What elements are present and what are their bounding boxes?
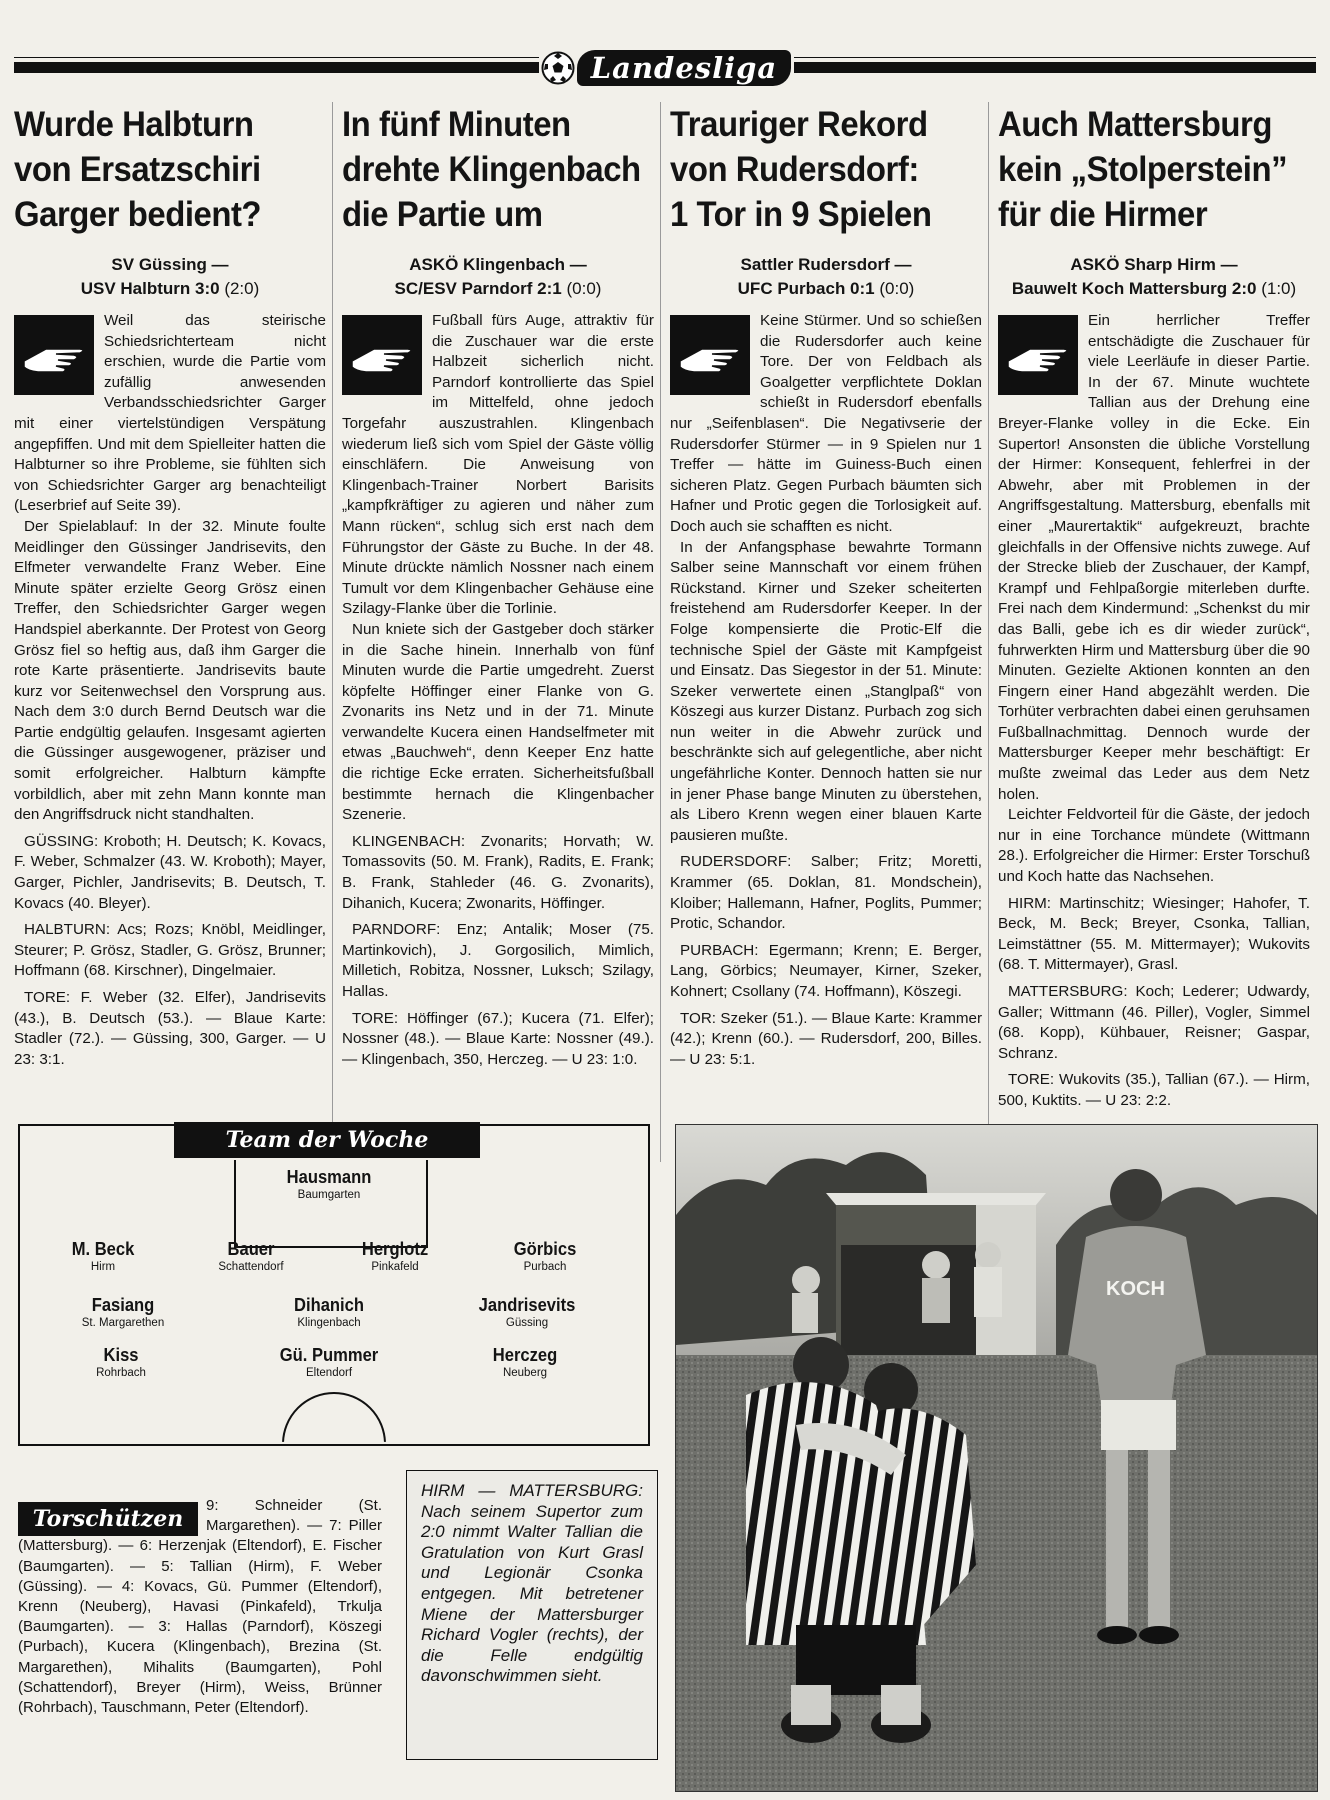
section-label: Landesliga	[577, 50, 791, 86]
team-of-week	[18, 1124, 650, 1446]
paragraph: Fußball fürs Auge, attraktiv für die Zuschauer war die erste Halbzeit sicherlich nicht. Parndorf kontrollierte das Spiel im Mittelfeld, ohne jedoch Torgefahr auszustrahlen. Klingenbach wiederum ließ sich vom Spiel der Gäste völlig einschläfern. Die Anweisung von Klingenbach-Trainer Norbert Barisits „kampfkräftiger zu agieren und näher zum Mann rücken“, schlug sich erst nach dem Führungstor der Gäste zu Buche. In der 48. Minute drückte nämlich Nossner nach einem Tumult vor dem Klingenbacher Gehäuse eine Szilagy-Flanke über die Torlinie.	[342, 312, 654, 618]
top-scorers	[18, 1496, 382, 1718]
shirt-text: KOCH	[1106, 1278, 1165, 1300]
player-slot: M. Beck Hirm	[71, 1239, 135, 1273]
pointing-hand-icon	[670, 315, 750, 395]
paragraph: In der Anfangsphase bewahrte Tormann Salber seine Mannschaft vor einem frühen Rückstand. Kirner und Szeker scheiterten freistehend am Rudersdorfer Keeper. In der Folge kompensierte die Protic-Elf die technische Spiel der Gäste mit Kampfgeist und Einsatz. Das Siegestor in der 51. Minute: Szeker verwertete einen „Stanglpaß“ von Köszegi aus kurzer Distanz. Purbach zog sich nun weiter in die Abwehr zurück und beschränkte sich auf gelegentliche, aber nicht ungefährliche Konter. Dennoch hatten sie nur in jener Phase bange Minuten zu überstehen, als Libero Krenn wegen einer blauen Karte pausieren mußte.	[670, 538, 982, 844]
article-body	[342, 311, 654, 1070]
article-4	[998, 102, 1310, 1112]
paragraph: Ein herrlicher Treffer entschädigte die Zuschauer für viele Leerläufe in dieser Partie. In der 67. Minute wuchtete Tallian aus der Drehung eine Breyer-Flanke volley in die Ecke. Ein Supertor! Ansonsten die übliche Vorstellung der Hirmer: Konsequent, fehlerfrei in der Abwehr, aber mit Problemen in der Angriffsgestaltung. Mattersburg, ebenfalls mit einer „Maurertaktik“ aufgekreuzt, brachte gleichfalls in der Offensive nichts zuwege. Auf der Strecke blieb der Zuschauer, der Kampf, Krampf und Fehlpaßorgie miterleben durfte. Frei nach dem Kindermund: „Schenkst du mir das Balli, gebe ich es dir wieder zurück“, fuhrwerkten Hirm und Mattersburg über die 90 Minuten. Gezielte Aktionen konnten an den Fingern einer Hand abgezählt werden. Die Torhüter verbrachten dabei einen geruhsamen Fußballnachmittag. Dennoch wurde der Mattersburger Keeper mehr beschäftigt: Er mußte zweimal das Leder aus dem Netz holen.	[998, 312, 1310, 803]
article-1	[14, 102, 326, 1070]
match-result: ASKÖ Sharp Hirm — Bauwelt Koch Mattersburg 2:0 (1:0)	[1011, 255, 1297, 298]
player-slot: Görbics Purbach	[513, 1239, 577, 1273]
player-slot: Fasiang St. Margarethen	[81, 1295, 165, 1329]
lineup-text: TOR: Szeker (51.). — Blaue Karte: Krammer (42.); Krenn (60.). — Rudersdorf, 200, Billes. — U 23: 5:1.	[670, 1009, 982, 1068]
top-scorers-list: 9: Schneider (St. Margarethen). — 7: Piller (Mattersburg). — 6: Herzenjak (Eltendorf), E. Fischer (Baumgarten). — 5: Tallian (Hirm), F. Weber (Güssing). — 4: Kovacs, Gü. Pummer (Eltendorf), Krenn (Neuberg), Havasi (Pinkafeld), Trkulja (Baumgarten). — 3: Hallas (Parndorf), Köszegi (Purbach), Kucera (Klingenbach), Brezina (St. Margarethen), Mihalits (Baumgarten), Pohl (Schattendorf), Breyer (Hirm), Weiss, Brünner (Rohrbach), Tauschmann, Peter (Eltendorf).	[18, 1497, 382, 1717]
lineup-text: HALBTURN: Acs; Rozs; Knöbl, Meidlinger, Steurer; P. Grösz, Stadler, G. Grösz, Brunner; Hoffmann (68. Kirschner), Dingelmaier.	[14, 921, 326, 980]
header-rule-left	[14, 62, 539, 73]
player-slot: Dihanich Klingenbach	[294, 1295, 364, 1329]
lineup-text: MATTERSBURG: Koch; Lederer; Udwardy, Galler; Wittmann (46. Piller), Vogler, Simmel (68. Kopp), Kühbauer, Reisner; Gaspar, Schranz.	[998, 983, 1310, 1062]
lineup-text: KLINGENBACH: Zvonarits; Horvath; W. Tomassovits (50. M. Frank), Radits, E. Frank; B. Frank, Stahleder (46. G. Zvonarits), Dihanich, Kucera; Zwonarits, Höffinger.	[342, 832, 654, 912]
header-rule-right	[794, 62, 1316, 73]
lineup-text: GÜSSING: Kroboth; H. Deutsch; K. Kovacs, F. Weber, Schmalzer (43. W. Kroboth); Mayer, Garger, Pichler, Jandrisevits; B. Deutsch, T. Kovacs (40. Bleyer).	[14, 832, 326, 912]
match-result: ASKÖ Klingenbach — SC/ESV Parndorf 2:1 (0:0)	[394, 255, 602, 298]
article-2	[342, 102, 654, 1070]
section-header	[14, 50, 1316, 86]
lineup-text: TORE: F. Weber (32. Elfer), Jandrisevits (43.), B. Deutsch (53.). — Blaue Karte: Stadler (72.). — Güssing, 300, Garger. — U 23: 3:1.	[14, 989, 326, 1068]
paragraph: Weil das steirische Schiedsrichterteam nicht erschien, wurde die Partie vom zufällig anwesenden Verbandsschiedsrichter Garger mit einer viertelstündigen Verspätung angepfiffen. Und mit dem Spielleiter hatten die Halbturner so ihre Probleme, sie fühlten sich von Schiedsrichter Garger arg benachteiligt (Leserbrief auf Seite 39).	[14, 312, 326, 515]
lineup-text: TORE: Wukovits (35.), Tallian (67.). — Hirm, 500, Kuktits. — U 23: 2:2.	[998, 1071, 1310, 1109]
article-headline: Trauriger Rekord von Rudersdorf: 1 Tor in 9 Spielen	[670, 105, 932, 234]
lineup-text: PURBACH: Egermann; Krenn; E. Berger, Lang, Görbics; Neumayer, Kirner, Szeker, Kohnert; Csollany (74. Hoffmann), Köszegi.	[670, 941, 982, 1000]
match-result: Sattler Rudersdorf — UFC Purbach 0:1 (0:0)	[737, 255, 915, 298]
article-body	[14, 311, 326, 1070]
celebration-photo	[676, 1125, 1317, 1791]
article-3	[670, 102, 982, 1070]
football-icon	[541, 51, 575, 85]
paragraph: Der Spielablauf: In der 32. Minute foulte Meidlinger den Güssinger Jandrisevits, den Elfmeter verwandelte Franz Weber. Eine Minute später erzielte Georg Grösz einen Treffer, den Schiedsrichter Garger wegen Handspiel aberkannte. Der Protest von Georg Grösz fiel so heftig aus, daß ihm Garger die rote Karte präsentierte. Jandrisevits baute kurz vor Seitenwechsel den Vorsprung aus. Nach dem 3:0 durch Bernd Deutsch war die Partie endgültig gelaufen. Insgesamt agierten die Güssinger ausgewogener, präziser und somit erfolgreicher. Halbturn kämpfte vorbildlich, aber mit zehn Mann konnte man den Angriffsdruck nicht standhalten.	[14, 517, 326, 824]
team-of-week-title: Team der Woche	[174, 1122, 480, 1158]
article-headline: In fünf Minuten drehte Klingenbach die Partie um	[342, 105, 641, 234]
player-slot: Gü. Pummer Eltendorf	[279, 1345, 379, 1379]
player-slot: Bauer Schattendorf	[218, 1239, 284, 1273]
match-result: SV Güssing — USV Halbturn 3:0 (2:0)	[80, 255, 260, 298]
player-slot: Herczeg Neuberg	[492, 1345, 558, 1379]
column-divider	[988, 102, 989, 1162]
photo-caption: HIRM — MATTERSBURG: Nach seinem Supertor zum 2:0 nimmt Walter Tallian die Gratulation von Kurt Grasl und Legionär Csonka entgegen. Mit betretener Miene der Mattersburger Richard Vogler (rechts), der die Felle endgültig davonschwimmen sieht.	[406, 1470, 658, 1760]
lineup-text: RUDERSDORF: Salber; Fritz; Moretti, Krammer (65. Doklan, 81. Mondschein), Kloiber; Hallemann, Hafner, Poglits, Pummer; Protic, Schandor.	[670, 853, 982, 933]
pointing-hand-icon	[14, 315, 94, 395]
player-slot: Hausmann Baumgarten	[286, 1167, 372, 1201]
article-headline: Auch Mattersburg kein „Stolperstein” für die Hirmer	[998, 105, 1288, 234]
top-scorers-title: Torschützen	[18, 1502, 198, 1536]
newspaper-page	[14, 50, 1316, 1790]
player-slot: Herglotz Pinkafeld	[361, 1239, 429, 1273]
paragraph: Keine Stürmer. Und so schießen die Rudersdorfer auch keine Tore. Der von Feldbach als Goalgetter verpflichtete Doklan schießt in Rudersdorf ebenfalls nur „Seifenblasen“. Die Negativserie der Rudersdorfer Stürmer — in 9 Spielen nur 1 Treffer — hätte im Guiness-Buch einen sicheren Platz. Gegen Purbach bäumten sich Hafner und Protic gegen die Torlosigkeit auf. Doch auch sie schafften es nicht.	[670, 312, 982, 535]
player-slot: Kiss Rohrbach	[96, 1345, 146, 1379]
lineup-text: HIRM: Martinschitz; Wiesinger; Hahofer, T. Beck, M. Beck; Breyer, Csonka, Tallian, Leimstättner (55. M. Mittermayer); Wukovits (68. T. Mittermayer), Grasl.	[998, 894, 1310, 974]
article-headline: Wurde Halbturn von Ersatzschiri Garger bedient?	[14, 105, 262, 234]
pointing-hand-icon	[998, 315, 1078, 395]
lineup-text: TORE: Höffinger (67.); Kucera (71. Elfer); Nossner (48.). — Blaue Karte: Nossner (49.). — Klingenbach, 350, Herczeg. — U 23: 1:0.	[342, 1009, 654, 1068]
lineup-text: PARNDORF: Enz; Antalik; Moser (75. Martinkovich), J. Gorgosilich, Mimlich, Milletich, Robitza, Nossner, Luksch; Szilagy, Hallas.	[342, 921, 654, 1000]
column-divider	[660, 102, 661, 1162]
center-circle	[282, 1392, 386, 1496]
paragraph: Leichter Feldvorteil für die Gäste, der jedoch nur in eine Torchance mündete (Wittmann 28.). Erfolgreicher die Hirmer: Erster Torschuß und Koch hatte das Nachsehen.	[998, 806, 1310, 886]
paragraph: Nun kniete sich der Gastgeber doch stärker in die Sache hinein. Innerhalb von fünf Minuten wurde die Partie umgedreht. Zuerst köpfelte Höffinger einer Flanke von G. Zvonarits ins Netz und in der 71. Minute verwandelte Kucera einen Handselfmeter mit etwas „Bauchweh“, denn Keeper Enz hatte die richtige Ecke erraten. Sicherheitsfußball bestimmte hernach die Klingenbacher Szenerie.	[342, 620, 654, 824]
player-slot: Jandrisevits Güssing	[478, 1295, 576, 1329]
pointing-hand-icon	[342, 315, 422, 395]
article-body	[670, 311, 982, 1070]
match-photo	[675, 1124, 1318, 1792]
column-divider	[332, 102, 333, 1162]
article-body	[998, 311, 1310, 1112]
